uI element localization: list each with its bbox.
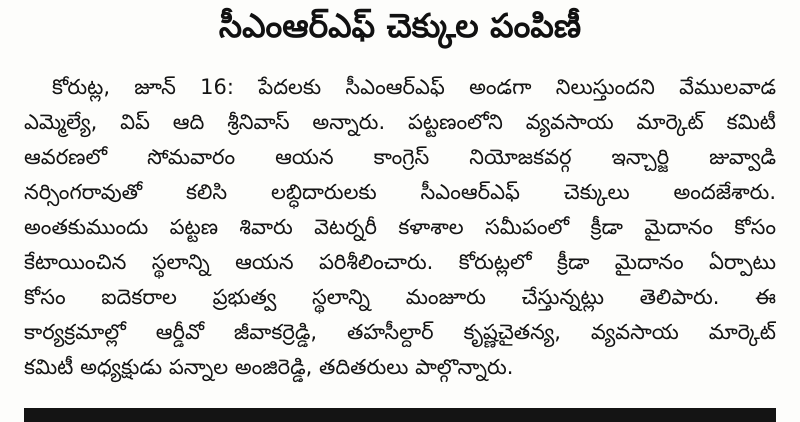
article-body [24,70,776,385]
article-line-4: నర్సింగరావుతో కలిసి లబ్ధిదారులకు సీఎంఆర్ఎఫ్ చెక్కులు అందజేశారు. [24,180,776,204]
article-line-2: ఎమ్మెల్యే, విప్ ఆది శ్రీనివాస్ అన్నారు. పట్టణంలోని వ్యవసాయ మార్కెట్ కమిటీ [24,110,776,134]
article-line-7: కోసం ఐదెకరాల ప్రభుత్వ స్థలాన్ని మంజూరు చేస్తున్నట్లు తెలిపారు. ఈ [24,285,776,309]
section-divider-bar [24,408,776,422]
article-line-8: కార్యక్రమాల్లో ఆర్డీవో జీవాకర్రెడ్డి, తహసీల్దార్ కృష్ణచైతన్య, వ్యవసాయ మార్కెట్ [24,320,776,344]
article-line-1: కోరుట్ల, జూన్ 16: పేదలకు సీఎంఆర్ఎఫ్ అండగా నిలుస్తుందని వేములవాడ [52,75,776,99]
article-line-9: కమిటీ అధ్యక్షుడు పన్నాల అంజిరెడ్డి, తదితరులు పాల్గొన్నారు. [24,355,514,379]
article-line-3: ఆవరణలో సోమవారం ఆయన కాంగ్రెస్ నియోజకవర్గ ఇన్చార్జి జువ్వాడి [24,145,776,169]
article-line-5: అంతకుముందు పట్టణ శివారు వెటర్నరీ కళాశాల సమీపంలో క్రీడా మైదానం కోసం [24,215,776,239]
article-headline: సీఎంఆర్ఎఫ్ చెక్కుల పంపిణీ [218,6,582,45]
article-line-6: కేటాయించిన స్థలాన్ని ఆయన పరిశీలించారు. కోరుట్లలో క్రీడా మైదానం ఏర్పాటు [24,250,776,274]
